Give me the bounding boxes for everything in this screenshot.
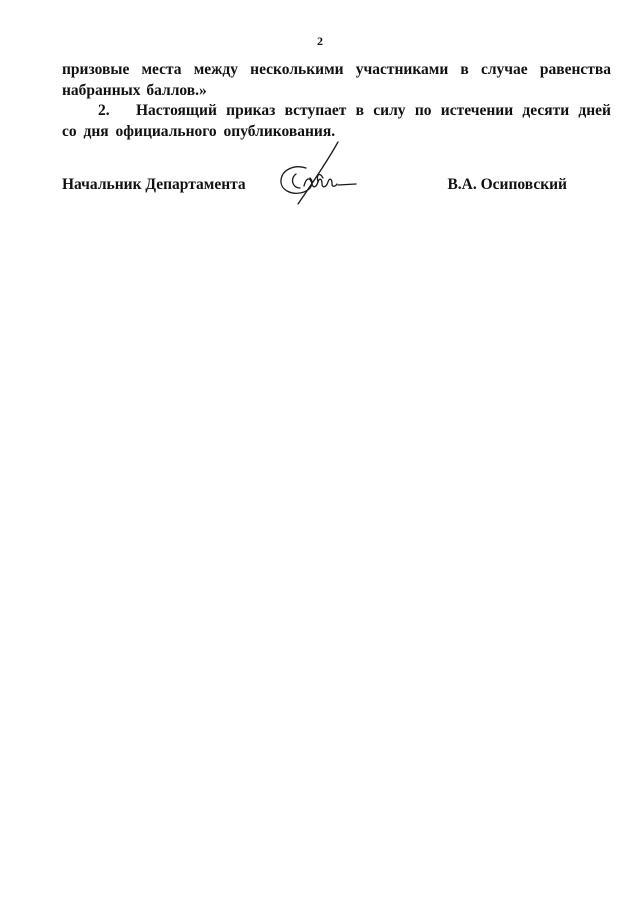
signatory-name: В.А. Осиповский — [447, 176, 567, 193]
page-number: 2 — [317, 34, 323, 48]
paragraph-continuation: призовые места между несколькими участниками в случае равенства набранных баллов.» — [62, 61, 611, 99]
item-text: Настоящий приказ вступает в силу по истечении десяти дней со дня официального опубликования. — [62, 102, 611, 140]
document-body — [62, 60, 611, 142]
paragraph-item-2 — [62, 101, 611, 142]
signatory-position: Начальник Департамента — [62, 176, 246, 193]
item-number: 2. — [98, 102, 110, 119]
handwritten-signature — [276, 138, 358, 208]
